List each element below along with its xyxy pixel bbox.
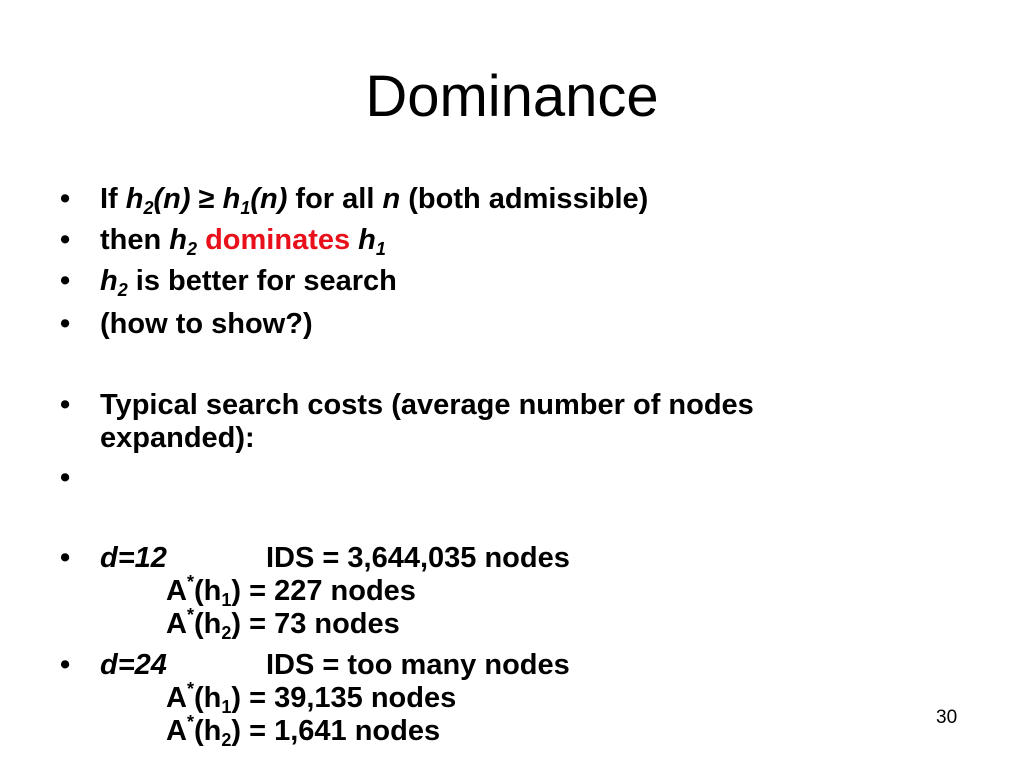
text-h2: h <box>125 183 144 215</box>
subscript-2: 2 <box>221 730 232 750</box>
subscript-2: 2 <box>117 280 128 300</box>
subscript-2: 2 <box>221 623 232 643</box>
bullet-marker: • <box>60 542 71 574</box>
text-n-var: n <box>382 183 401 215</box>
text-astar-h1-cost <box>166 572 416 610</box>
text-ids-cost: IDS = too many nodes <box>266 649 570 681</box>
bullet-marker: • <box>60 265 71 297</box>
subscript-2: 2 <box>143 198 154 218</box>
bullet-marker: • <box>60 183 71 215</box>
bullet-text <box>100 224 386 257</box>
bullet-text <box>100 542 570 575</box>
text-a: A <box>166 575 187 607</box>
text-depth: d=24 <box>100 649 167 681</box>
bullet-marker: • <box>60 649 71 681</box>
text-a: A <box>166 608 187 640</box>
text-h: (h <box>193 608 222 640</box>
bullet-text <box>100 649 570 682</box>
superscript-star: * <box>186 605 194 625</box>
text-nodes: ) = 39,135 nodes <box>231 682 457 714</box>
geq-symbol: ≥ <box>198 183 215 215</box>
subscript-1: 1 <box>375 239 386 259</box>
text-then: then <box>100 224 162 256</box>
text-both-admissible: (both admissible) <box>408 183 649 215</box>
bullet-text <box>100 265 397 298</box>
text-nodes: ) = 227 nodes <box>231 575 416 607</box>
page-number: 30 <box>936 707 958 728</box>
subscript-2: 2 <box>187 239 198 259</box>
text-h: (h <box>193 715 222 747</box>
text-depth: d=12 <box>100 542 167 574</box>
text-n: (n) <box>153 183 191 215</box>
text-astar-h2-cost <box>166 605 400 643</box>
superscript-star: * <box>186 572 194 592</box>
text-nodes: ) = 73 nodes <box>231 608 400 640</box>
superscript-star: * <box>186 679 194 699</box>
text-nodes: ) = 1,641 nodes <box>231 715 441 747</box>
text-astar-h2-cost <box>166 712 441 750</box>
bullet-marker: • <box>60 389 71 421</box>
text-h2: h <box>169 224 187 256</box>
subscript-1: 1 <box>221 697 232 717</box>
bullet-marker: • <box>60 224 71 256</box>
text-dominates: dominates <box>205 224 351 256</box>
bullet-text <box>100 183 648 216</box>
text-h: (h <box>193 682 222 714</box>
text-if: If <box>100 183 118 215</box>
text-a: A <box>166 682 187 714</box>
text-n: (n) <box>250 183 288 215</box>
bullet-marker: • <box>60 308 71 340</box>
text-h1: h <box>222 183 241 215</box>
slide-title: Dominance <box>365 64 659 129</box>
text-h: (h <box>193 575 222 607</box>
text-line-1: Typical search costs (average number of nodes <box>100 389 754 421</box>
text-h2: h <box>100 265 118 297</box>
text-h1: h <box>358 224 376 256</box>
text-a: A <box>166 715 187 747</box>
text-ids-cost: IDS = 3,644,035 nodes <box>266 542 570 574</box>
superscript-star: * <box>186 712 194 732</box>
subscript-1: 1 <box>240 198 251 218</box>
bullet-marker: • <box>60 462 71 494</box>
subscript-1: 1 <box>221 590 232 610</box>
text-line-2: expanded): <box>100 422 255 454</box>
bullet-text <box>100 389 754 455</box>
bullet-text: (how to show?) <box>100 308 313 340</box>
text-better-for-search: is better for search <box>135 265 397 297</box>
text-astar-h1-cost <box>166 679 457 717</box>
text-for-all: for all <box>295 183 375 215</box>
